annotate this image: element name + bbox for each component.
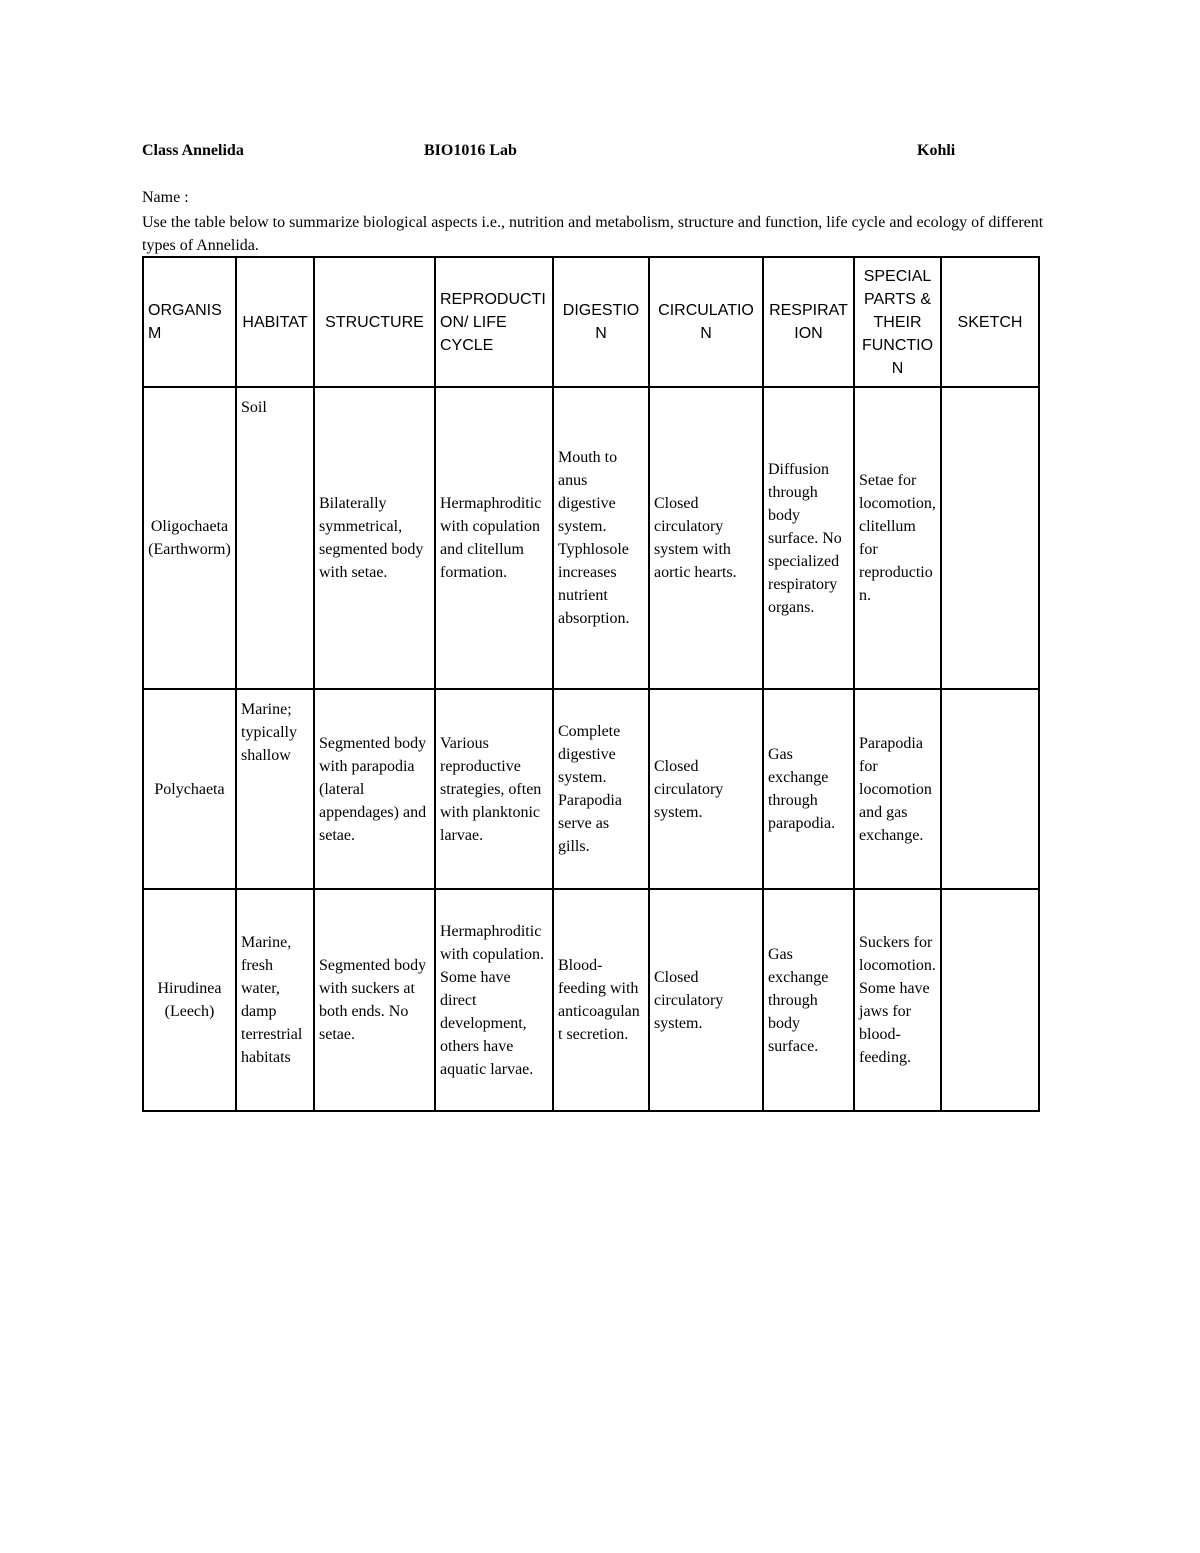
organism-cell: Polychaeta (143, 689, 236, 889)
circulation-cell: Closed circulatory system with aortic hearts. (649, 387, 763, 689)
structure-cell: Segmented body with parapodia (lateral appendages) and setae. (314, 689, 435, 889)
col-header-sketch: SKETCH (941, 257, 1039, 387)
organism-cell: Oligochaeta (Earthworm) (143, 387, 236, 689)
digestion-cell: Complete digestive system. Parapodia serve as gills. (553, 689, 649, 889)
organism-cell: Hirudinea (Leech) (143, 889, 236, 1111)
instructions-text: Use the table below to summarize biological aspects i.e., nutrition and metabolism, structure and function, life cycle and ecology of different types of Annelida. (142, 214, 1044, 254)
col-header-structure: STRUCTURE (314, 257, 435, 387)
habitat-cell: Marine; typically shallow (236, 689, 314, 889)
annelida-summary-table (142, 256, 1040, 1112)
circulation-cell: Closed circulatory system. (649, 889, 763, 1111)
habitat-cell: Marine, fresh water, damp terrestrial habitats (236, 889, 314, 1111)
student-name-label: Name : (142, 189, 189, 206)
respiration-cell: Gas exchange through body surface. (763, 889, 854, 1111)
reproduction-cell: Various reproductive strategies, often with planktonic larvae. (435, 689, 553, 889)
col-header-special-parts: SPECIAL PARTS & THEIR FUNCTION (854, 257, 941, 387)
reproduction-cell: Hermaphroditic with copulation and clitellum formation. (435, 387, 553, 689)
sketch-cell[interactable] (941, 889, 1039, 1111)
course-code: BIO1016 Lab (424, 142, 517, 159)
digestion-cell: Blood-feeding with anticoagulant secretion. (553, 889, 649, 1111)
respiration-cell: Diffusion through body surface. No specialized respiratory organs. (763, 387, 854, 689)
col-header-organism: ORGANISM (143, 257, 236, 387)
instructor-name: Kohli (917, 142, 956, 159)
reproduction-cell: Hermaphroditic with copulation. Some have direct development, others have aquatic larvae. (435, 889, 553, 1111)
col-header-habitat: HABITAT (236, 257, 314, 387)
special-parts-cell: Parapodia for locomotion and gas exchange. (854, 689, 941, 889)
course-section-title: Class Annelida (142, 142, 244, 159)
structure-cell: Segmented body with suckers at both ends. No setae. (314, 889, 435, 1111)
col-header-respiration: RESPIRATION (763, 257, 854, 387)
table-row (143, 889, 1039, 1111)
sketch-cell[interactable] (941, 689, 1039, 889)
habitat-cell: Soil (236, 387, 314, 689)
table-row (143, 689, 1039, 889)
structure-cell: Bilaterally symmetrical, segmented body with setae. (314, 387, 435, 689)
special-parts-cell: Setae for locomotion, clitellum for reproduction. (854, 387, 941, 689)
digestion-cell: Mouth to anus digestive system. Typhlosole increases nutrient absorption. (553, 387, 649, 689)
circulation-cell: Closed circulatory system. (649, 689, 763, 889)
sketch-cell[interactable] (941, 387, 1039, 689)
special-parts-cell: Suckers for locomotion. Some have jaws for blood-feeding. (854, 889, 941, 1111)
respiration-cell: Gas exchange through parapodia. (763, 689, 854, 889)
col-header-circulation: CIRCULATION (649, 257, 763, 387)
col-header-digestion: DIGESTION (553, 257, 649, 387)
col-header-reproduction: REPRODUCTION/ LIFE CYCLE (435, 257, 553, 387)
table-header-row (143, 257, 1039, 387)
table-row (143, 387, 1039, 689)
document-header (142, 142, 972, 164)
